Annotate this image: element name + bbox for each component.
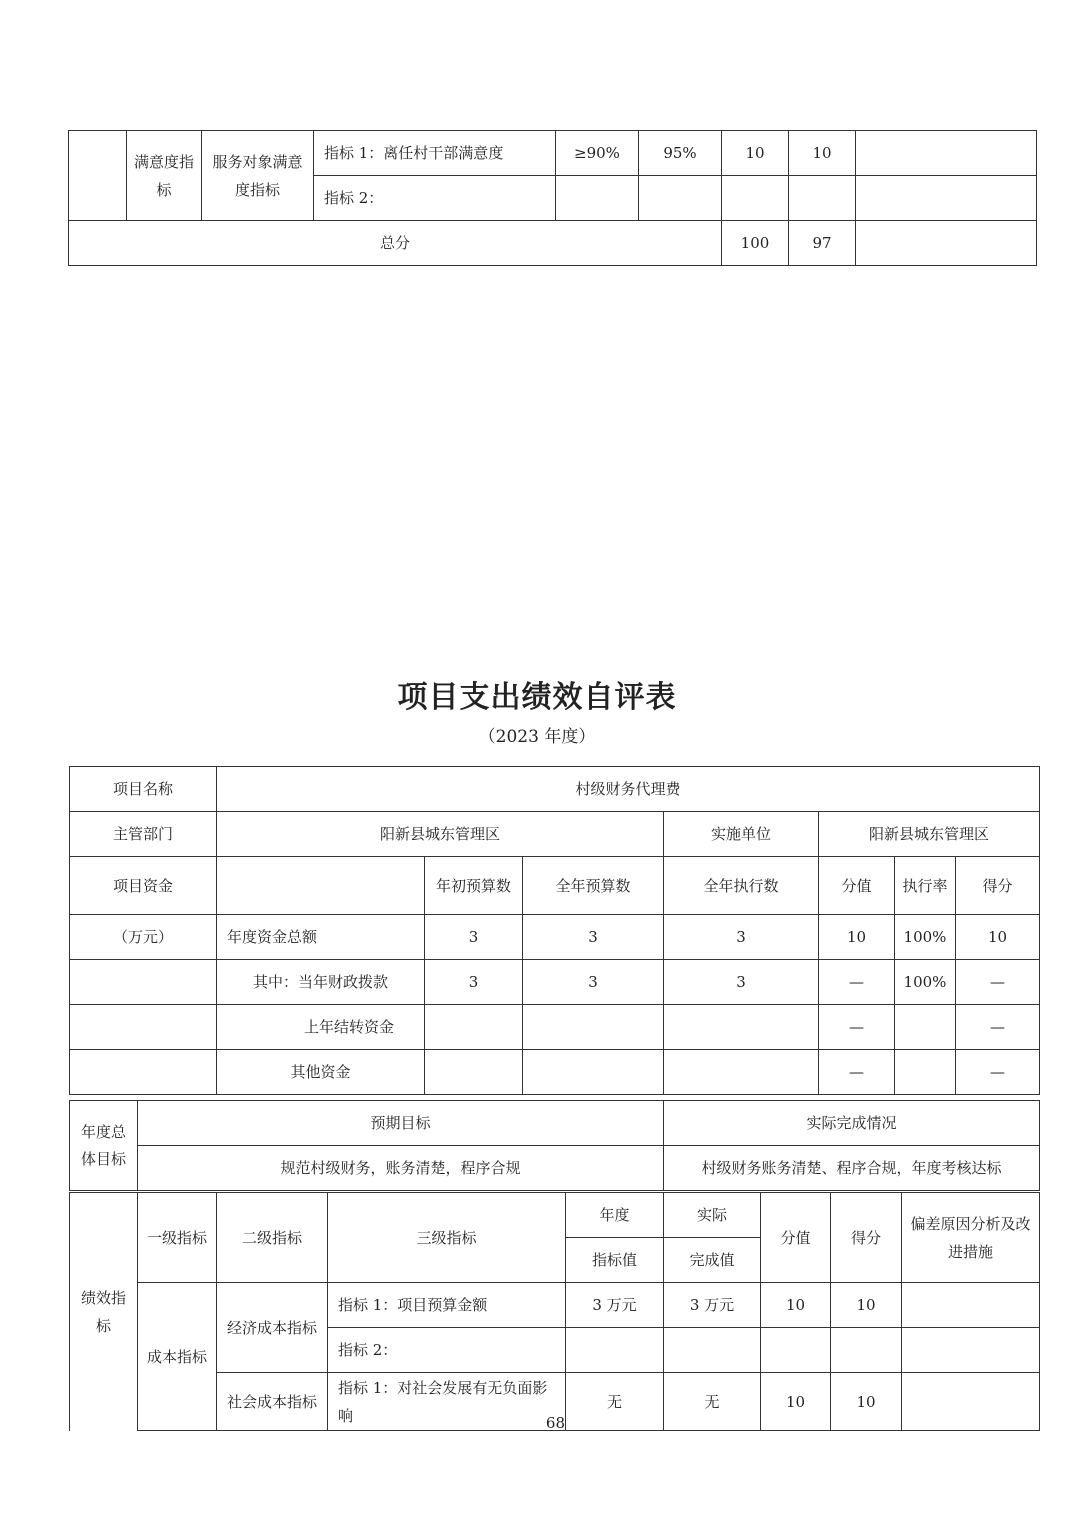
social-indicator-1: 指标 1：对社会发展有无负面影响	[338, 1378, 548, 1425]
fund-row-rate: 100%	[895, 915, 956, 960]
empty-cell	[70, 960, 217, 1005]
dept-value: 阳新县城东管理区	[217, 812, 664, 857]
econ-cost-level2: 经济成本指标	[217, 1283, 328, 1373]
header-exec-rate: 执行率	[895, 857, 956, 915]
indicator-1-actual: 95%	[639, 131, 722, 176]
header-annual-exec: 全年执行数	[664, 857, 819, 915]
h-level3: 三级指标	[328, 1193, 566, 1283]
econ-indicator-1: 指标 1：项目预算金额	[328, 1283, 566, 1328]
fund-row-annual: 3	[523, 915, 664, 960]
indicator-2: 指标 2：	[314, 176, 556, 221]
fund-row-annual	[523, 1005, 664, 1050]
empty-cell	[902, 1373, 1040, 1431]
fund-row-annual: 3	[523, 960, 664, 1005]
fund-row-annual	[523, 1050, 664, 1095]
indicator-1: 指标 1：离任村干部满意度	[314, 131, 556, 176]
total-score: 100	[722, 221, 789, 266]
header-got: 得分	[956, 857, 1040, 915]
impl-value: 阳新县城东管理区	[819, 812, 1040, 857]
fund-row-rate	[895, 1050, 956, 1095]
h-got: 得分	[831, 1193, 902, 1283]
empty-cell	[722, 176, 789, 221]
fund-row-init: 3	[425, 915, 523, 960]
h-actual: 完成值	[664, 1238, 761, 1283]
fund-row-init	[425, 1005, 523, 1050]
fund-row-init: 3	[425, 960, 523, 1005]
empty-cell	[831, 1328, 902, 1373]
fund-row-label: 年度资金总额	[217, 915, 425, 960]
h-level1: 一级指标	[138, 1193, 217, 1283]
h-score: 分值	[761, 1193, 831, 1283]
econ-indicator-1-target: 3 万元	[566, 1283, 664, 1328]
actual-label: 实际完成情况	[664, 1101, 1040, 1146]
empty-cell	[639, 176, 722, 221]
page-title: 项目支出绩效自评表	[397, 680, 677, 715]
expected-goal: 规范村级财务，账务清楚，程序合规	[138, 1146, 664, 1191]
econ-indicator-1-got: 10	[831, 1283, 902, 1328]
fund-row-init	[425, 1050, 523, 1095]
indicator-1-target: ≥90%	[556, 131, 639, 176]
previous-table-continuation	[68, 130, 1037, 266]
empty-cell	[556, 176, 639, 221]
funds-unit: （万元）	[70, 915, 217, 960]
h-level2: 二级指标	[217, 1193, 328, 1283]
fund-row-label: 其中：当年财政拨款	[217, 960, 425, 1005]
cost-level1: 成本指标	[138, 1283, 217, 1431]
fund-row-score: —	[819, 1005, 895, 1050]
econ-indicator-1-actual: 3 万元	[664, 1283, 761, 1328]
fund-row-got: —	[956, 1050, 1040, 1095]
header-initial-budget: 年初预算数	[425, 857, 523, 915]
expected-label: 预期目标	[138, 1101, 664, 1146]
social-indicator-1-score: 10	[761, 1373, 831, 1431]
social-indicator-1-got: 10	[831, 1373, 902, 1431]
fund-row-score: —	[819, 1050, 895, 1095]
fund-row-exec	[664, 1005, 819, 1050]
level2-service-satisfaction: 服务对象满意度指标	[202, 131, 314, 221]
econ-indicator-2: 指标 2：	[328, 1328, 566, 1373]
fund-row-score: 10	[819, 915, 895, 960]
perf-label: 绩效指标	[70, 1193, 138, 1431]
project-funds-table	[69, 766, 1040, 1095]
empty-cell	[789, 176, 856, 221]
fund-row-exec: 3	[664, 915, 819, 960]
fund-row-got: —	[956, 960, 1040, 1005]
empty-cell	[664, 1328, 761, 1373]
header-annual-budget: 全年预算数	[523, 857, 664, 915]
project-name-label: 项目名称	[70, 767, 217, 812]
social-indicator-1-cell	[328, 1373, 566, 1431]
level1-satisfaction: 满意度指标	[127, 131, 202, 221]
empty-cell	[902, 1328, 1040, 1373]
project-name-value: 村级财务代理费	[217, 767, 1040, 812]
social-cost-level2: 社会成本指标	[217, 1373, 328, 1431]
empty-cell	[70, 1005, 217, 1050]
empty-cell	[761, 1328, 831, 1373]
empty-cell	[70, 1050, 217, 1095]
h-deviation: 偏差原因分析及改进措施	[902, 1193, 1040, 1283]
impl-label: 实施单位	[664, 812, 819, 857]
indicator-1-score: 10	[722, 131, 789, 176]
empty-cell	[566, 1328, 664, 1373]
fund-row-got: 10	[956, 915, 1040, 960]
annual-goals-table	[69, 1100, 1040, 1191]
empty-cell	[856, 221, 1037, 266]
goals-label: 年度总体目标	[70, 1101, 138, 1191]
header-score: 分值	[819, 857, 895, 915]
fund-row-rate	[895, 1005, 956, 1050]
fund-row-score: —	[819, 960, 895, 1005]
empty-cell	[902, 1283, 1040, 1328]
indicator-1-got: 10	[789, 131, 856, 176]
social-indicator-1-actual: 无	[664, 1373, 761, 1431]
dept-label: 主管部门	[70, 812, 217, 857]
fund-row-label: 上年结转资金	[217, 1005, 425, 1050]
page-number: 68	[545, 1414, 565, 1432]
fund-row-label: 其他资金	[217, 1050, 425, 1095]
empty-cell	[856, 176, 1037, 221]
h-target: 指标值	[566, 1238, 664, 1283]
fund-row-got: —	[956, 1005, 1040, 1050]
actual-goal: 村级财务账务清楚、程序合规，年度考核达标	[664, 1146, 1040, 1191]
indicator-1-deviation	[856, 131, 1037, 176]
total-label: 总分	[69, 221, 722, 266]
blank-cell	[69, 131, 127, 221]
empty-cell	[217, 857, 425, 915]
fund-row-exec	[664, 1050, 819, 1095]
performance-table	[69, 1192, 1040, 1431]
year-subtitle: （2023 年度）	[478, 727, 596, 747]
funds-label: 项目资金	[70, 857, 217, 915]
fund-row-exec: 3	[664, 960, 819, 1005]
econ-indicator-1-score: 10	[761, 1283, 831, 1328]
social-indicator-1-target: 无	[566, 1373, 664, 1431]
fund-row-rate: 100%	[895, 960, 956, 1005]
h-actual-top: 实际	[664, 1193, 761, 1238]
total-got: 97	[789, 221, 856, 266]
h-year: 年度	[566, 1193, 664, 1238]
